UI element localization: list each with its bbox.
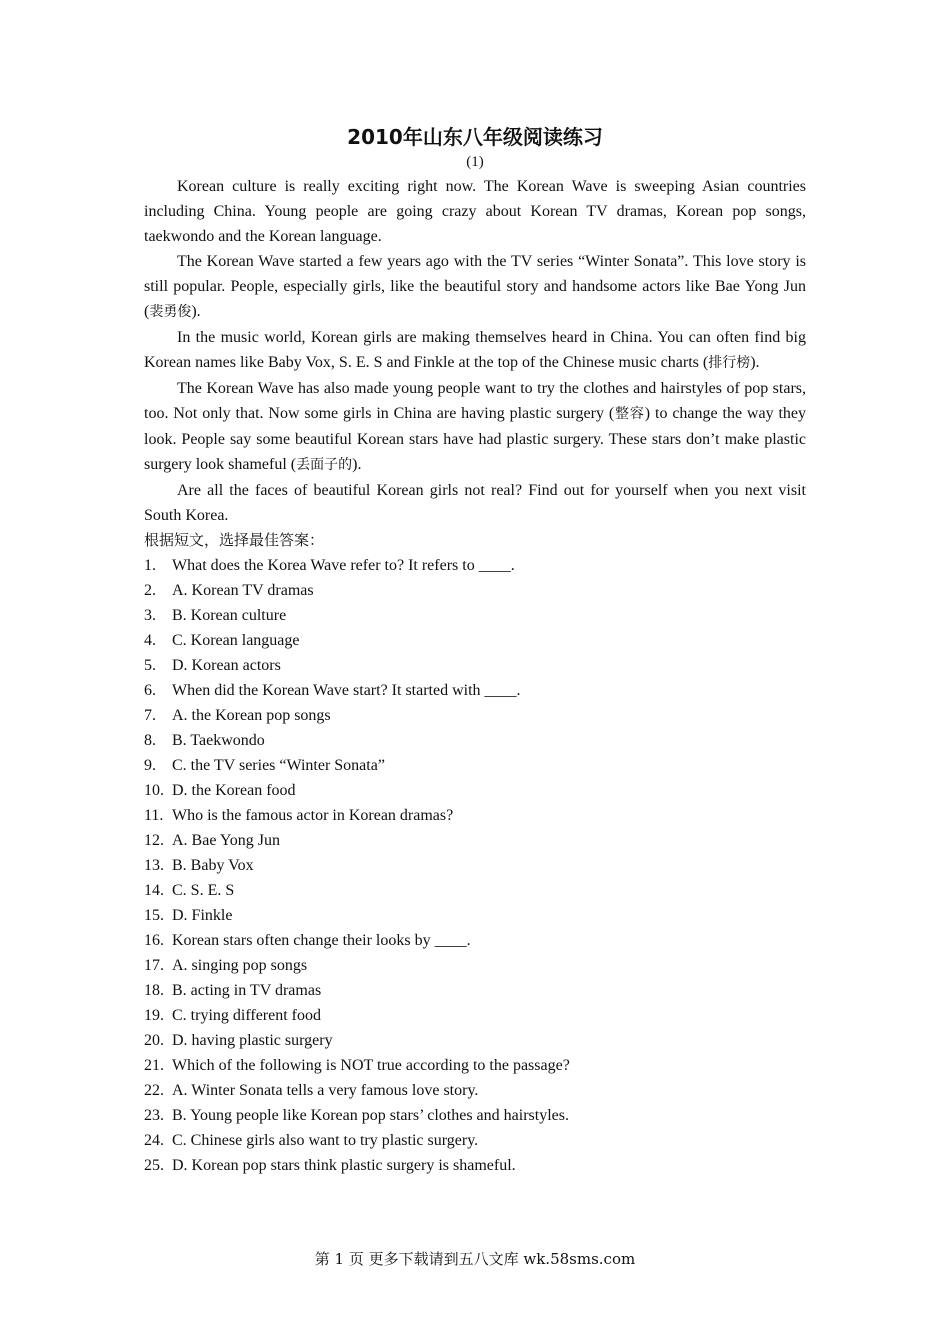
item-text: C. trying different food <box>172 1007 322 1024</box>
item-number: 3. <box>144 607 156 624</box>
list-item <box>144 778 806 803</box>
item-text: C. Korean language <box>172 632 300 649</box>
paragraph-text: The Korean Wave started a few years ago with the TV series “Winter Sonata”. This love story is still popular. People, especially girls, like the beautiful story and handsome actors like Bae Yong Jun ( <box>144 253 806 320</box>
item-text: B. acting in TV dramas <box>172 982 322 999</box>
list-item <box>144 1078 806 1103</box>
item-number: 16. <box>144 932 164 949</box>
item-number: 14. <box>144 882 164 899</box>
item-text: B. Young people like Korean pop stars’ clothes and hairstyles. <box>172 1107 569 1124</box>
item-text: Who is the famous actor in Korean dramas? <box>172 807 454 824</box>
paragraph-text: ) to change the way they look. People say some beautiful Korean stars have had plastic surgery. These stars don’t make plastic surgery look shameful ( <box>144 405 807 473</box>
passage-paragraph-3 <box>144 325 806 376</box>
chinese-gloss: 排行榜 <box>708 355 751 371</box>
list-item <box>144 1053 806 1078</box>
item-text: A. Winter Sonata tells a very famous love story. <box>172 1082 479 1099</box>
list-item <box>144 728 806 753</box>
item-number: 17. <box>144 957 164 974</box>
list-item <box>144 1128 806 1153</box>
item-number: 5. <box>144 657 156 674</box>
item-number: 2. <box>144 582 156 599</box>
item-text: A. singing pop songs <box>172 957 308 974</box>
passage-paragraph-5 <box>144 478 806 528</box>
list-item <box>144 878 806 903</box>
item-number: 20. <box>144 1032 164 1049</box>
item-number: 19. <box>144 1007 164 1024</box>
document-title: 2010年山东八年级阅读练习 <box>347 125 603 149</box>
item-number: 7. <box>144 707 156 724</box>
item-text: C. Chinese girls also want to try plastic surgery. <box>172 1132 479 1149</box>
item-text: A. Bae Yong Jun <box>172 832 281 849</box>
paragraph-text: Korean culture is really exciting right now. The Korean Wave is sweeping Asian countries including China. Young people are going crazy about Korean TV dramas, Korean pop songs, taekwondo and the Korean language. <box>144 178 806 245</box>
item-number: 18. <box>144 982 164 999</box>
list-item <box>144 553 806 578</box>
passage-paragraph-1 <box>144 174 806 249</box>
item-number: 10. <box>144 782 164 799</box>
item-text: D. having plastic surgery <box>172 1032 333 1049</box>
item-text: What does the Korea Wave refer to? It refers to ____. <box>172 557 515 574</box>
item-text: D. Korean pop stars think plastic surgery is shameful. <box>172 1157 516 1174</box>
item-text: D. Korean actors <box>172 657 281 674</box>
item-text: A. Korean TV dramas <box>172 582 314 599</box>
item-number: 11. <box>144 807 164 824</box>
item-text: A. the Korean pop songs <box>172 707 331 724</box>
list-item <box>144 703 806 728</box>
passage-paragraph-2 <box>144 249 806 325</box>
page-footer: 第 1 页 更多下载请到五八文库 wk.58sms.com <box>314 1250 636 1268</box>
item-text: Korean stars often change their looks by ____. <box>172 932 471 949</box>
document-subtitle: (1) <box>466 154 484 170</box>
chinese-gloss: 丢面子的 <box>296 457 353 473</box>
item-number: 21. <box>144 1057 164 1074</box>
paragraph-text: Are all the faces of beautiful Korean girls not real? Find out for yourself when you next visit South Korea. <box>144 482 806 524</box>
chinese-gloss: 裴勇俊 <box>149 304 192 320</box>
paragraph-text: The Korean Wave has also made young people want to try the clothes and hairstyles of pop stars, too. Not only that. Now some girls in China are having plastic surgery ( <box>144 380 806 422</box>
reading-passage <box>144 174 806 528</box>
item-number: 1. <box>144 557 156 574</box>
list-item <box>144 1028 806 1053</box>
list-item <box>144 653 806 678</box>
chinese-gloss: 整容 <box>614 406 645 422</box>
item-number: 6. <box>144 682 156 699</box>
item-number: 15. <box>144 907 164 924</box>
list-item <box>144 1153 806 1178</box>
list-item <box>144 678 806 703</box>
list-item <box>144 1103 806 1128</box>
paragraph-text: ). <box>191 303 201 320</box>
item-text: Which of the following is NOT true according to the passage? <box>172 1057 570 1074</box>
list-item <box>144 578 806 603</box>
list-item <box>144 803 806 828</box>
question-instruction: 根据短文，选择最佳答案： <box>144 531 325 549</box>
question-list <box>144 553 806 1178</box>
paragraph-text: ). <box>750 354 760 371</box>
item-text: B. Baby Vox <box>172 857 254 874</box>
item-text: B. Korean culture <box>172 607 287 624</box>
list-item <box>144 753 806 778</box>
item-number: 22. <box>144 1082 164 1099</box>
item-number: 25. <box>144 1157 164 1174</box>
item-text: D. the Korean food <box>172 782 296 799</box>
item-text: D. Finkle <box>172 907 233 924</box>
item-text: C. S. E. S <box>172 882 235 899</box>
item-number: 4. <box>144 632 156 649</box>
item-text: When did the Korean Wave start? It started with ____. <box>172 682 521 699</box>
list-item <box>144 953 806 978</box>
list-item <box>144 628 806 653</box>
item-number: 23. <box>144 1107 164 1124</box>
list-item <box>144 978 806 1003</box>
list-item <box>144 928 806 953</box>
item-number: 24. <box>144 1132 164 1149</box>
item-text: C. the TV series “Winter Sonata” <box>172 757 385 774</box>
list-item <box>144 853 806 878</box>
paragraph-text: ). <box>352 456 362 473</box>
paragraph-text: In the music world, Korean girls are making themselves heard in China. You can often find big Korean names like Baby Vox, S. E. S and Finkle at the top of the Chinese music charts ( <box>144 329 806 371</box>
item-number: 12. <box>144 832 164 849</box>
list-item <box>144 1003 806 1028</box>
item-text: B. Taekwondo <box>172 732 265 749</box>
item-number: 8. <box>144 732 156 749</box>
passage-paragraph-4 <box>144 376 806 478</box>
document-page <box>144 122 806 1178</box>
list-item <box>144 903 806 928</box>
list-item <box>144 603 806 628</box>
list-item <box>144 828 806 853</box>
item-number: 13. <box>144 857 164 874</box>
item-number: 9. <box>144 757 156 774</box>
